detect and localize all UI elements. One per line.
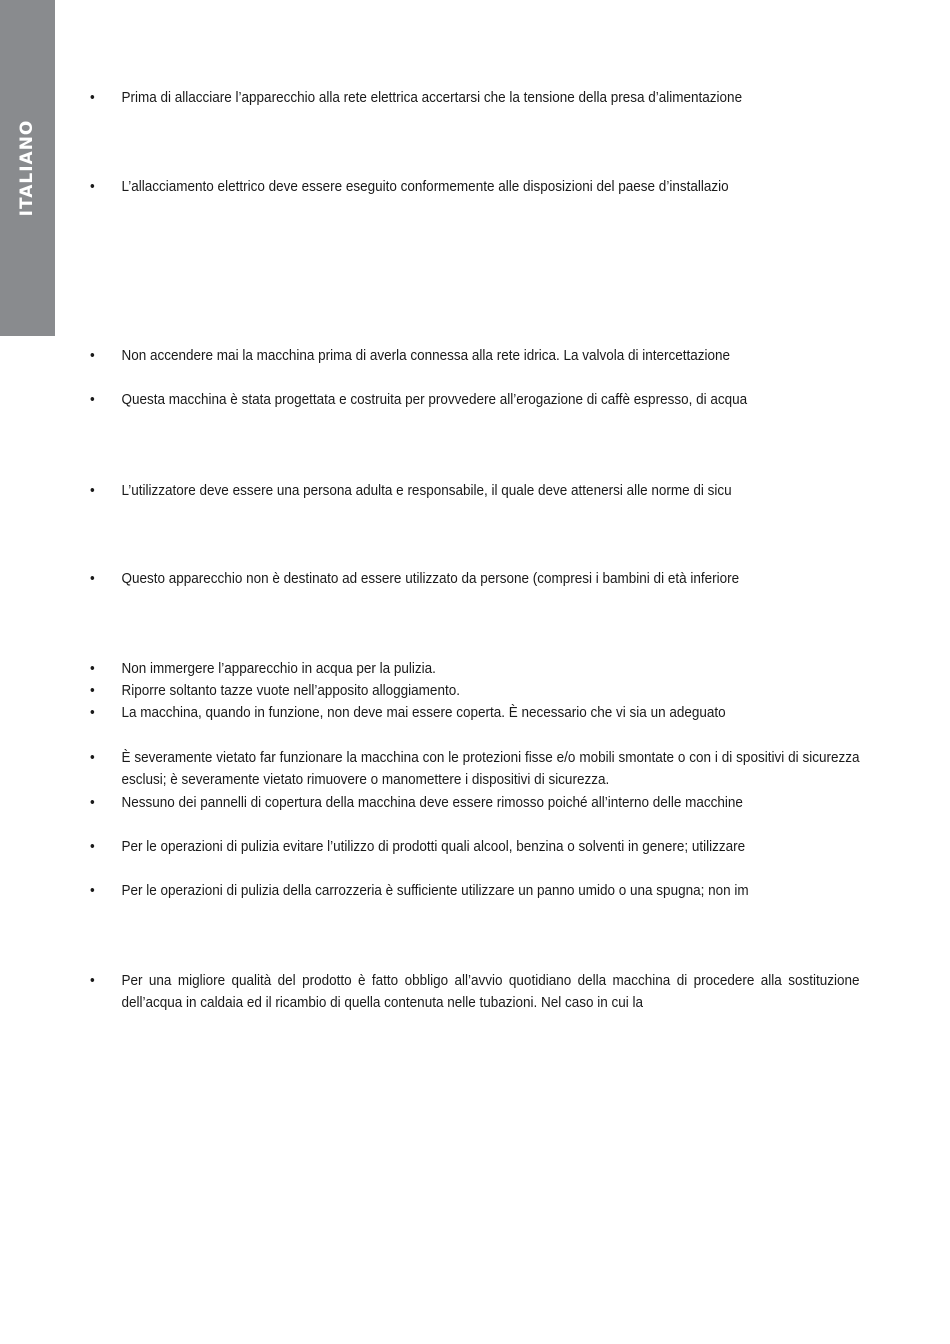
list-item-text: Non accendere mai la macchina prima di averla connessa alla rete idrica. La valvola di intercettazione <box>121 347 731 364</box>
list-item <box>90 389 801 411</box>
bullet-icon: • <box>90 882 95 899</box>
bullet-icon: • <box>90 704 95 721</box>
list-item-text: Questo apparecchio non è destinato ad essere utilizzato da persone (compresi i bambini di età inferiore <box>121 570 740 587</box>
list-item <box>90 747 860 791</box>
list-item <box>90 680 801 702</box>
language-side-tab <box>0 0 55 336</box>
list-item <box>90 792 801 814</box>
list-item-text: Prima di allacciare l’apparecchio alla rete elettrica accertarsi che la tensione della presa d’alimentazione <box>121 89 743 106</box>
list-item <box>90 880 801 902</box>
list-item-text: La macchina, quando in funzione, non deve mai essere coperta. È necessario che vi sia un adeguato <box>121 704 726 721</box>
bullet-icon: • <box>90 838 95 855</box>
list-item <box>90 658 801 680</box>
list-item-text: Non immergere l’apparecchio in acqua per la pulizia. <box>121 660 436 677</box>
list-item-text: L’allacciamento elettrico deve essere eseguito conformemente alle disposizioni del paese d’installazio <box>121 178 729 195</box>
list-item-text: Per le operazioni di pulizia della carrozzeria è sufficiente utilizzare un panno umido o una spugna; non im <box>121 882 749 899</box>
list-item-text: Per una migliore qualità del prodotto è fatto obbligo all’avvio quotidiano della macchina di procedere alla sostituzione dell’acqua in caldaia ed il ricambio di quella contenuta nelle tubazioni. Nel caso in cui la <box>121 972 860 1011</box>
list-item <box>90 480 801 502</box>
list-item-text: Questa macchina è stata progettata e costruita per provvedere all’erogazione di caffè espresso, di acqua <box>121 391 748 408</box>
bullet-icon: • <box>90 972 95 989</box>
bullet-icon: • <box>90 391 95 408</box>
list-item-text: Nessuno dei pannelli di copertura della macchina deve essere rimosso poiché all’interno delle macchine <box>121 794 743 811</box>
bullet-icon: • <box>90 482 95 499</box>
bullet-icon: • <box>90 660 95 677</box>
bullet-icon: • <box>90 178 95 195</box>
bullet-icon: • <box>90 89 95 106</box>
list-item <box>90 970 860 1014</box>
bullet-icon: • <box>90 570 95 587</box>
bullet-icon: • <box>90 347 95 364</box>
list-item-text: Riporre soltanto tazze vuote nell’apposito alloggiamento. <box>121 682 460 699</box>
list-item <box>90 345 801 367</box>
list-item <box>90 568 801 590</box>
list-item-text: L’utilizzatore deve essere una persona adulta e responsabile, il quale deve attenersi alle norme di sicu <box>121 482 732 499</box>
list-item <box>90 176 801 198</box>
bullet-icon: • <box>90 794 95 811</box>
list-item-text: È severamente vietato far funzionare la macchina con le protezioni fisse e/o mobili smontate o con i di spositivi di sicurezza esclusi; è severamente vietato rimuovere o manomettere i dispositivi di sicurezza. <box>121 749 860 788</box>
list-item <box>90 836 801 858</box>
bullet-icon: • <box>90 749 95 766</box>
bullet-icon: • <box>90 682 95 699</box>
list-item <box>90 87 801 109</box>
language-label: ITALIANO <box>17 119 37 217</box>
list-item-text: Per le operazioni di pulizia evitare l’utilizzo di prodotti quali alcool, benzina o solventi in genere; utilizzare <box>121 838 746 855</box>
list-item <box>90 702 801 724</box>
